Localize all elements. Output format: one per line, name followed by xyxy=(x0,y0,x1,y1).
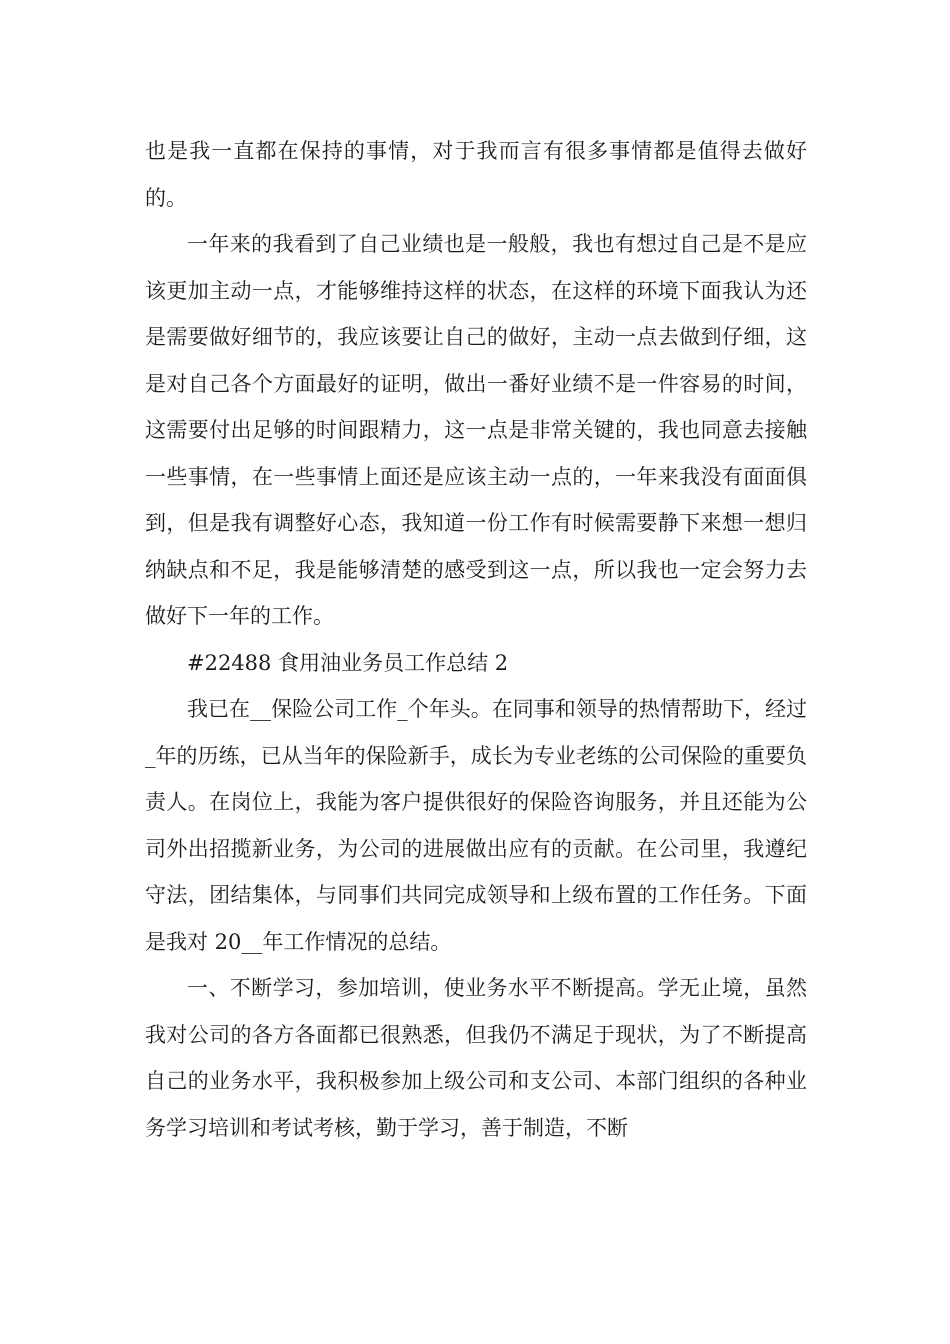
paragraph-performance-review: 一年来的我看到了自己业绩也是一般般，我也有想过自己是不是应该更加主动一点，才能够维持这样的状态，在这样的环境下面我认为还是需要做好细节的，我应该要让自己的做好，主动一点去做到仔细，这是对自己各个方面最好的证明，做出一番好业绩不是一件容易的时间，这需要付出足够的时间跟精力，这一点是非常关键的，我也同意去接触一些事情，在一些事情上面还是应该主动一点的，一年来我没有面面俱到，但是我有调整好心态，我知道一份工作有时候需要静下来想一想归纳缺点和不足，我是能够清楚的感受到这一点，所以我也一定会努力去做好下一年的工作。 xyxy=(145,232,807,628)
paragraph-insurance-intro: 我已在__保险公司工作_个年头。在同事和领导的热情帮助下，经过_年的历练，已从当年的保险新手，成长为专业老练的公司保险的重要负责人。在岗位上，我能为客户提供很好的保险咨询服务，并且还能为公司外出招揽新业务，为公司的进展做出应有的贡献。在公司里，我遵纪守法，团结集体，与同事们共同完成领导和上级布置的工作任务。下面是我对 20__年工作情况的总结。 xyxy=(145,697,807,954)
paragraph-learning-training: 一、不断学习，参加培训，使业务水平不断提高。学无止境，虽然我对公司的各方各面都已很熟悉，但我仍不满足于现状，为了不断提高自己的业务水平，我积极参加上级公司和支公司、本部门组织的各种业务学习培训和考试考核，勤于学习，善于制造，不断 xyxy=(145,976,807,1140)
document-page xyxy=(145,128,807,1151)
section-heading: #22488 食用油业务员工作总结 2 xyxy=(187,650,509,675)
paragraph-continuation: 也是我一直都在保持的事情，对于我而言有很多事情都是值得去做好的。 xyxy=(145,139,807,210)
